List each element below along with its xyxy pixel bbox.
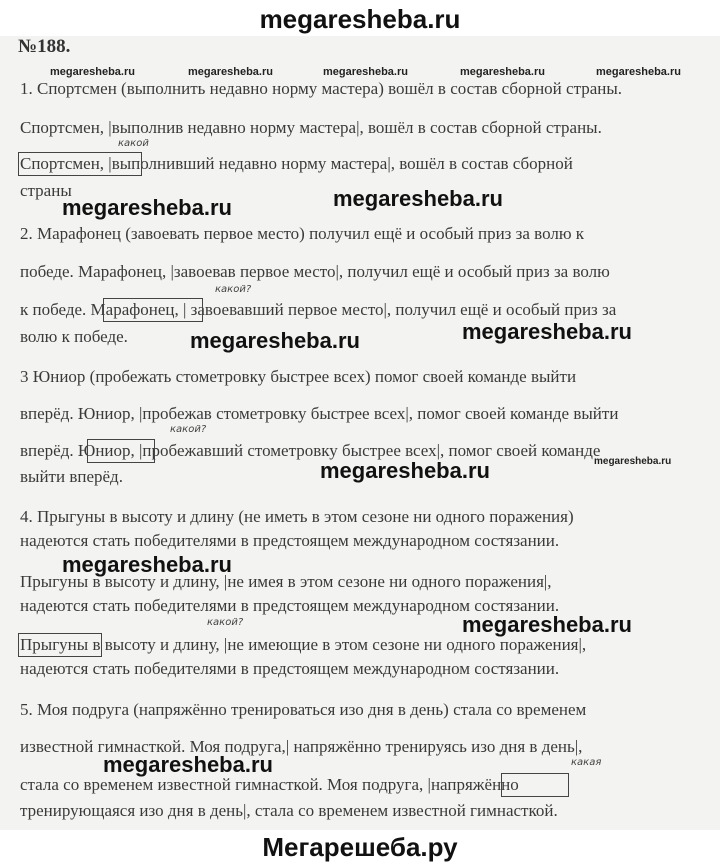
text-line-4-1: 4. Прыгуны в высоту и длину (не иметь в этом сезоне ни одного поражения) (20, 507, 574, 526)
watermark-large: megaresheba.ru (62, 195, 232, 220)
watermark-large: megaresheba.ru (103, 752, 273, 777)
annotation-question: какой? (215, 284, 252, 295)
text-line-2-4: волю к победе. (20, 327, 128, 346)
annotation-question: какой? (170, 424, 207, 435)
watermark-small: megaresheba.ru (50, 66, 135, 78)
watermark-large: megaresheba.ru (462, 319, 632, 344)
boxed-subject-frame (87, 439, 155, 463)
annotation-question: какой? (207, 617, 244, 628)
watermark-small: megaresheba.ru (188, 66, 273, 78)
text-line-3-2: вперёд. Юниор, |пробежав стометровку быстрее всех|, помог своей команде выйти (20, 404, 619, 423)
watermark-small: megaresheba.ru (323, 66, 408, 78)
text-line-4-5: Прыгуны в высоту и длину, |не имеющие в этом сезоне ни одного поражения|, (20, 635, 587, 654)
site-title: megaresheba.ru (259, 4, 461, 34)
text-line-5-3: стала со временем известной гимнасткой. Моя подруга, |напряжённо (20, 775, 519, 794)
watermark-large: megaresheba.ru (333, 186, 503, 211)
text-line-4-6: надеются стать победителями в предстоящем международном состязании. (20, 659, 560, 678)
boxed-subject-frame (18, 152, 142, 176)
watermark-small: megaresheba.ru (596, 66, 681, 78)
text-line-4-3: Прыгуны в высоту и длину, |не имея в этом сезоне ни одного поражения|, (20, 572, 552, 591)
text-line-1-1: 1. Спортсмен (выполнить недавно норму мастера) вошёл в состав сборной страны. (20, 79, 623, 98)
annotation-question: какая (571, 757, 602, 768)
boxed-subject-frame (103, 298, 203, 322)
watermark-large: megaresheba.ru (62, 552, 232, 577)
text-line-5-4: тренирующаяся изо дня в день|, стала со временем известной гимнасткой. (20, 801, 558, 820)
annotation-question: какой (118, 138, 149, 149)
footer-title: Мегарешеба.ру (262, 832, 458, 862)
text-line-3-4: выйти вперёд. (20, 467, 123, 486)
text-line-3-3: вперёд. Юниор, |пробежавший стометровку быстрее всех|, помог своей команде (20, 441, 601, 460)
text-line-3-1: 3 Юниор (пробежать стометровку быстрее всех) помог своей команде выйти (20, 367, 577, 386)
text-line-2-3: к победе. Марафонец, | завоевавший первое место|, получил ещё и особый приз за (20, 300, 617, 319)
watermark-large: megaresheba.ru (320, 458, 490, 483)
text-line-1-3: Спортсмен, |выполнивший недавно норму мастера|, вошёл в состав сборной (20, 154, 573, 173)
watermark-large: megaresheba.ru (190, 328, 360, 353)
text-line-5-1: 5. Моя подруга (напряжённо тренироваться изо дня в день) стала со временем (20, 700, 587, 719)
text-line-1-2: Спортсмен, |выполнив недавно норму мастера|, вошёл в состав сборной страны. (20, 118, 602, 137)
watermark-tiny: megaresheba.ru (594, 456, 672, 467)
watermark-small: megaresheba.ru (460, 66, 545, 78)
boxed-subject-frame (18, 633, 102, 657)
task-number: №188. (18, 36, 71, 57)
text-line-4-4: надеются стать победителями в предстоящем международном состязании. (20, 596, 560, 615)
boxed-subject-frame (501, 773, 569, 797)
text-line-2-1: 2. Марафонец (завоевать первое место) получил ещё и особый приз за волю к (20, 224, 585, 243)
text-line-1-4: страны (20, 181, 72, 200)
watermark-large: megaresheba.ru (462, 612, 632, 637)
text-line-2-2: победе. Марафонец, |завоевав первое место|, получил ещё и особый приз за волю (20, 262, 610, 281)
text-line-4-2: надеются стать победителями в предстоящем международном состязании. (20, 531, 560, 550)
text-line-5-2: известной гимнасткой. Моя подруга,| напряжённо тренируясь изо дня в день|, (20, 737, 583, 756)
